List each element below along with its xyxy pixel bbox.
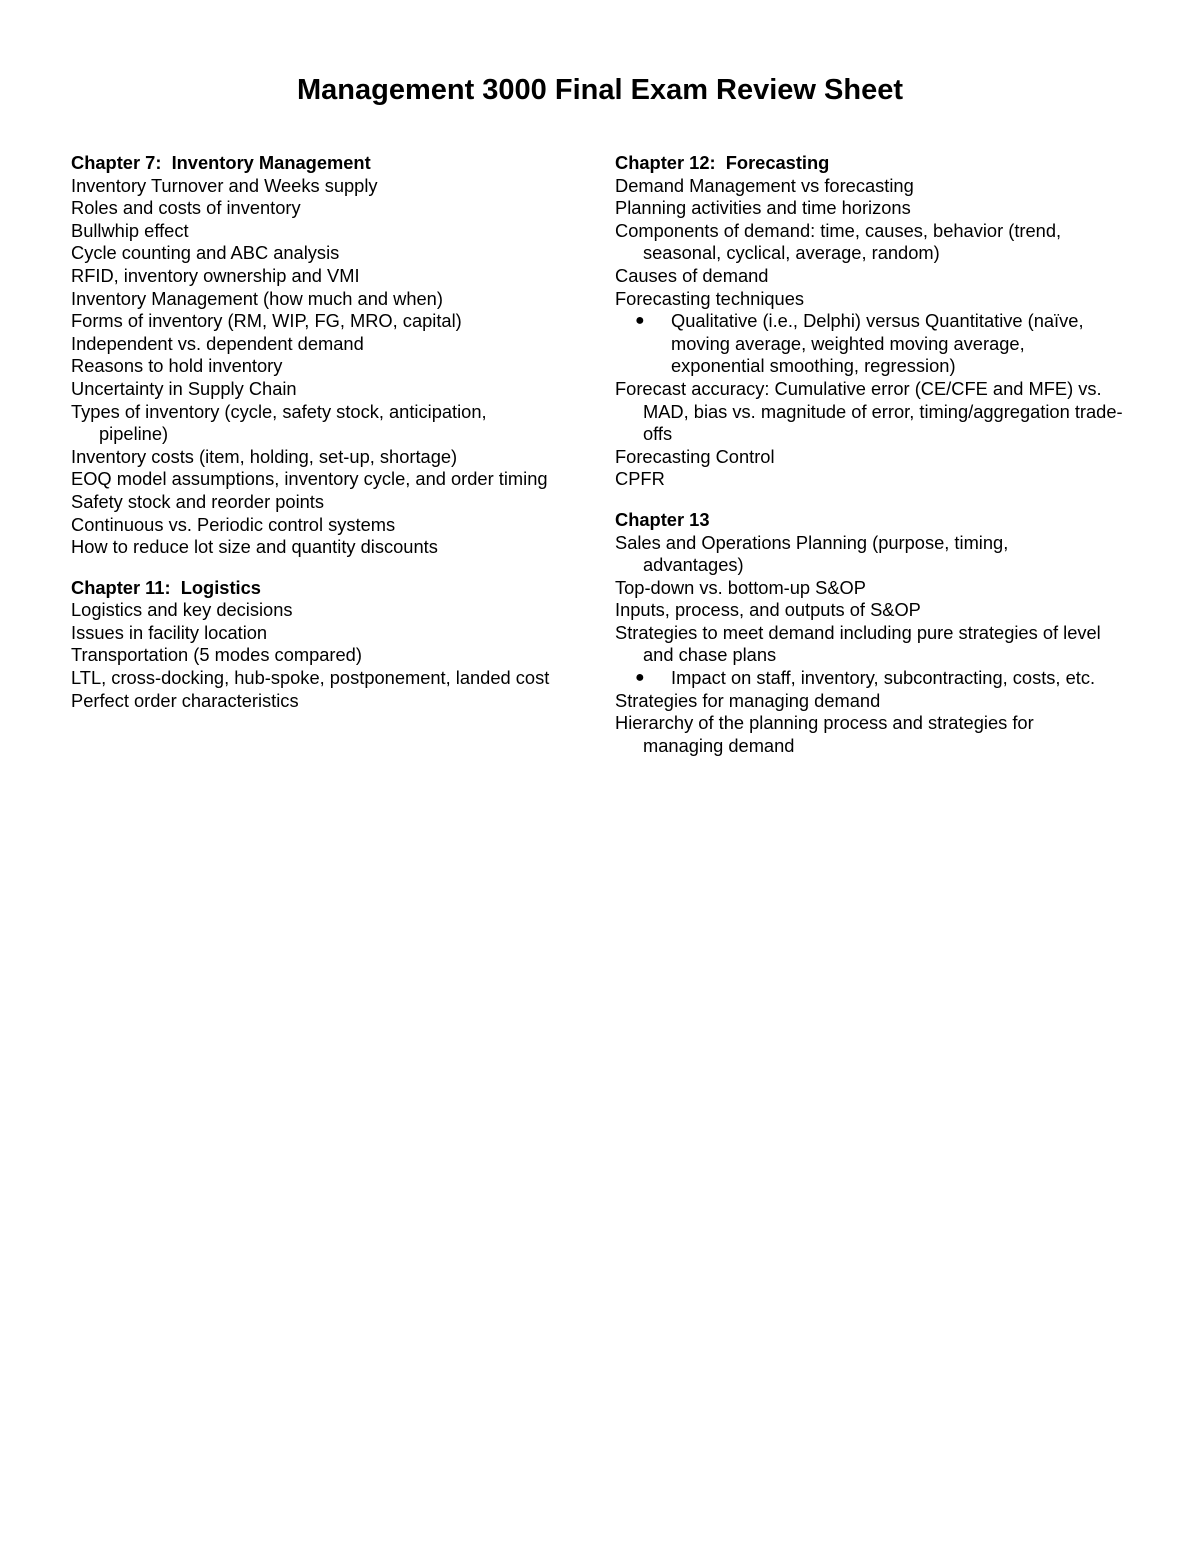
list-item: Perfect order characteristics xyxy=(71,689,299,711)
bullet-text: Qualitative (i.e., Delphi) versus Quantitative (naïve, moving average, weighted moving average, exponential smoothing, regression) xyxy=(671,310,1084,377)
list-item: Logistics and key decisions xyxy=(71,599,293,621)
list-item: Types of inventory (cycle, safety stock, anticipation, pipeline) xyxy=(71,400,487,445)
list-item: Reasons to hold inventory xyxy=(71,355,283,377)
chapter-heading: Chapter 7: Inventory Management xyxy=(71,152,371,173)
list-item: How to reduce lot size and quantity discounts xyxy=(71,536,438,558)
list-item: Planning activities and time horizons xyxy=(615,197,911,219)
list-item: Causes of demand xyxy=(615,264,769,286)
list-item: Issues in facility location xyxy=(71,621,268,643)
left-column xyxy=(71,152,596,712)
list-item: Strategies to meet demand including pure strategies of level and chase plans xyxy=(615,621,1101,666)
chapter-12-section xyxy=(615,152,1140,491)
bullet-item xyxy=(615,667,1140,690)
right-column xyxy=(615,152,1140,757)
list-item: CPFR xyxy=(615,468,665,490)
chapter-7-section xyxy=(71,152,596,559)
chapter-heading: Chapter 13 xyxy=(615,508,710,530)
list-item: Inputs, process, and outputs of S&OP xyxy=(615,599,921,621)
list-item: Uncertainty in Supply Chain xyxy=(71,377,297,399)
list-item: Forecast accuracy: Cumulative error (CE/CFE and MFE) vs. MAD, bias vs. magnitude of error, timing/aggregation trade-offs xyxy=(615,377,1123,445)
list-item: Forecasting techniques xyxy=(615,287,805,309)
bullet-text: Impact on staff, inventory, subcontracting, costs, etc. xyxy=(671,667,1096,689)
list-item: Cycle counting and ABC analysis xyxy=(71,242,340,264)
chapter-heading: Chapter 12: Forecasting xyxy=(615,152,830,173)
list-item: Forecasting Control xyxy=(615,445,775,467)
list-item: Hierarchy of the planning process and strategies for managing demand xyxy=(615,712,1034,756)
list-item: Continuous vs. Periodic control systems xyxy=(71,513,396,535)
list-item: Forms of inventory (RM, WIP, FG, MRO, capital) xyxy=(71,310,462,332)
list-item: Inventory Turnover and Weeks supply xyxy=(71,174,378,196)
list-item: Top-down vs. bottom-up S&OP xyxy=(615,576,866,598)
list-item: RFID, inventory ownership and VMI xyxy=(71,264,360,286)
list-item: Inventory costs (item, holding, set-up, shortage) xyxy=(71,445,458,467)
list-item: Roles and costs of inventory xyxy=(71,197,301,219)
list-item: Demand Management vs forecasting xyxy=(615,174,914,196)
list-item: Inventory Management (how much and when) xyxy=(71,287,443,309)
chapter-heading: Chapter 11: Logistics xyxy=(71,576,261,598)
chapter-13-section xyxy=(615,509,1140,758)
list-item: Transportation (5 modes compared) xyxy=(71,644,362,666)
list-item: Independent vs. dependent demand xyxy=(71,332,364,354)
page-title: Management 3000 Final Exam Review Sheet xyxy=(296,74,904,106)
list-item: Strategies for managing demand xyxy=(615,689,881,711)
list-item: Components of demand: time, causes, behavior (trend, seasonal, cyclical, average, random) xyxy=(615,219,1062,264)
list-item: Safety stock and reorder points xyxy=(71,490,325,512)
bullet-icon: ● xyxy=(635,312,645,330)
list-item: EOQ model assumptions, inventory cycle, and order timing xyxy=(71,468,548,490)
bullet-icon: ● xyxy=(635,669,645,687)
list-item: Sales and Operations Planning (purpose, timing, advantages) xyxy=(615,531,1009,576)
list-item: Bullwhip effect xyxy=(71,219,189,241)
chapter-11-section xyxy=(71,577,596,713)
list-item: LTL, cross-docking, hub-spoke, postponement, landed cost xyxy=(71,667,550,689)
bullet-item xyxy=(615,310,1121,378)
